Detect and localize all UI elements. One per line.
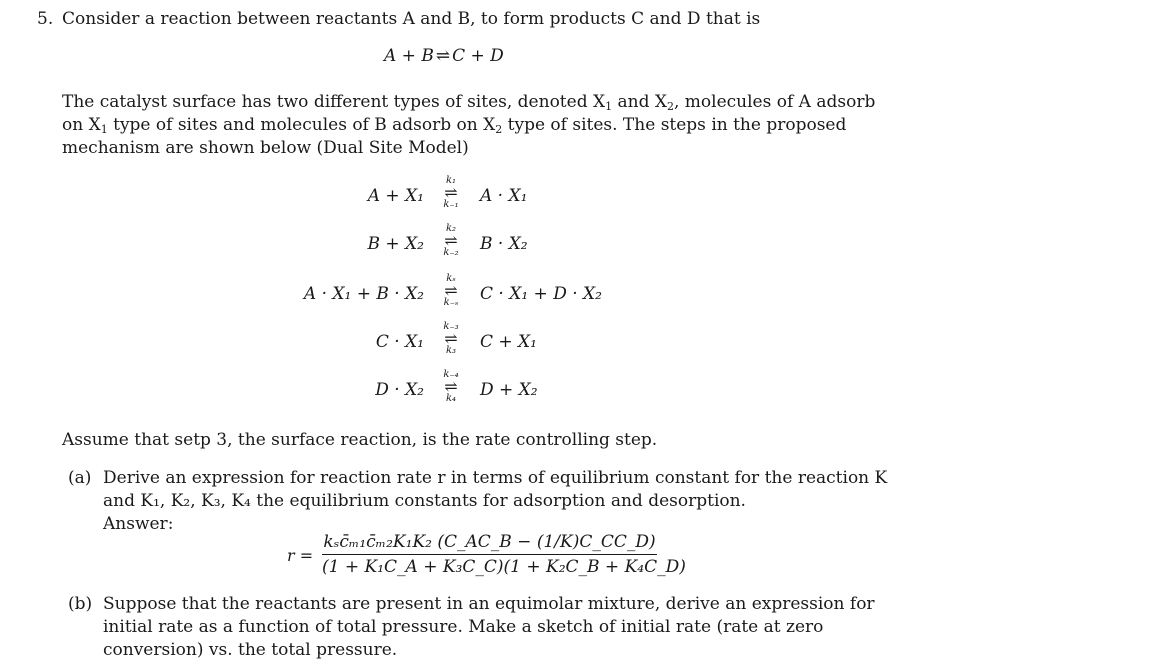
rate-denominator: (1 + K₁C_A + K₃C_C)(1 + K₂C_B + K₄C_D) bbox=[322, 557, 686, 577]
mechanism-step-2-left: B + X₂ bbox=[367, 234, 424, 254]
surface-paragraph-line-2: on $X_1$ type of sites and molecules of B adsorb on $X_2$ type of sites. The steps in the proposed bbox=[62, 115, 847, 136]
mechanism-step-4-right: C + X₁ bbox=[480, 332, 537, 352]
mechanism-step-5-arrow: k₋₄ ⇌ k₄ bbox=[443, 369, 459, 404]
mechanism-step-1-arrow: k₁ ⇌ k₋₁ bbox=[443, 175, 459, 210]
rate-lhs: r = bbox=[287, 546, 314, 565]
mechanism-step-2-right: B · X₂ bbox=[480, 234, 528, 254]
surface-paragraph-line-3: mechanism are shown below (Dual Site Model) bbox=[62, 138, 469, 158]
mechanism-step-1-right: A · X₁ bbox=[480, 186, 528, 206]
part-a-line-2: and K₁, K₂, K₃, K₄ the equilibrium constants for adsorption and desorption. bbox=[103, 491, 746, 511]
mechanism-step-1-left: A + X₁ bbox=[367, 186, 424, 206]
overall-reaction bbox=[384, 46, 504, 66]
part-a-answer-label: Answer: bbox=[103, 514, 174, 534]
part-a-label: (a) bbox=[68, 468, 92, 488]
mechanism-step-5-right: D + X₂ bbox=[480, 380, 538, 400]
rate-numerator: kₛc̄ₘ₁c̄ₘ₂K₁K₂ (C_AC_B − (1/K)C_CC_D) bbox=[322, 532, 657, 555]
part-b-line-3: conversion) vs. the total pressure. bbox=[103, 640, 398, 660]
overall-reaction-left: A + B bbox=[384, 46, 434, 66]
assumption-text: Assume that setp 3, the surface reaction, is the rate controlling step. bbox=[62, 430, 658, 450]
surface-paragraph-line-1: The catalyst surface has two different types of sites, denoted $X_1$ and $X_2$, molecules of A adsorb bbox=[62, 92, 876, 113]
mechanism-step-3-right: C · X₁ + D · X₂ bbox=[480, 284, 602, 304]
mechanism-step-3-left: A · X₁ + B · X₂ bbox=[303, 284, 424, 304]
part-b-line-2: initial rate as a function of total pressure. Make a sketch of initial rate (rate at zero bbox=[103, 617, 824, 637]
mechanism-step-3-arrow: kₛ ⇌ k₋ₛ bbox=[443, 273, 459, 308]
mechanism-step-4-left: C · X₁ bbox=[375, 332, 424, 352]
part-b-label: (b) bbox=[68, 594, 93, 614]
mechanism-step-4-arrow: k₋₃ ⇌ k₃ bbox=[443, 321, 459, 356]
problem-intro: Consider a reaction between reactants A and B, to form products C and D that is bbox=[62, 9, 761, 29]
overall-reaction-right: C + D bbox=[452, 46, 504, 66]
overall-reaction-arrow: ⇌ bbox=[435, 46, 451, 66]
part-a-line-1: Derive an expression for reaction rate r in terms of equilibrium constant for the reaction K bbox=[103, 468, 888, 488]
mechanism-step-5-left: D · X₂ bbox=[375, 380, 424, 400]
part-b-line-1: Suppose that the reactants are present in an equimolar mixture, derive an expression for bbox=[103, 594, 875, 614]
problem-number: 5. bbox=[37, 9, 54, 29]
mechanism-step-2-arrow: k₂ ⇌ k₋₂ bbox=[443, 223, 459, 258]
rate-fraction bbox=[322, 532, 686, 577]
